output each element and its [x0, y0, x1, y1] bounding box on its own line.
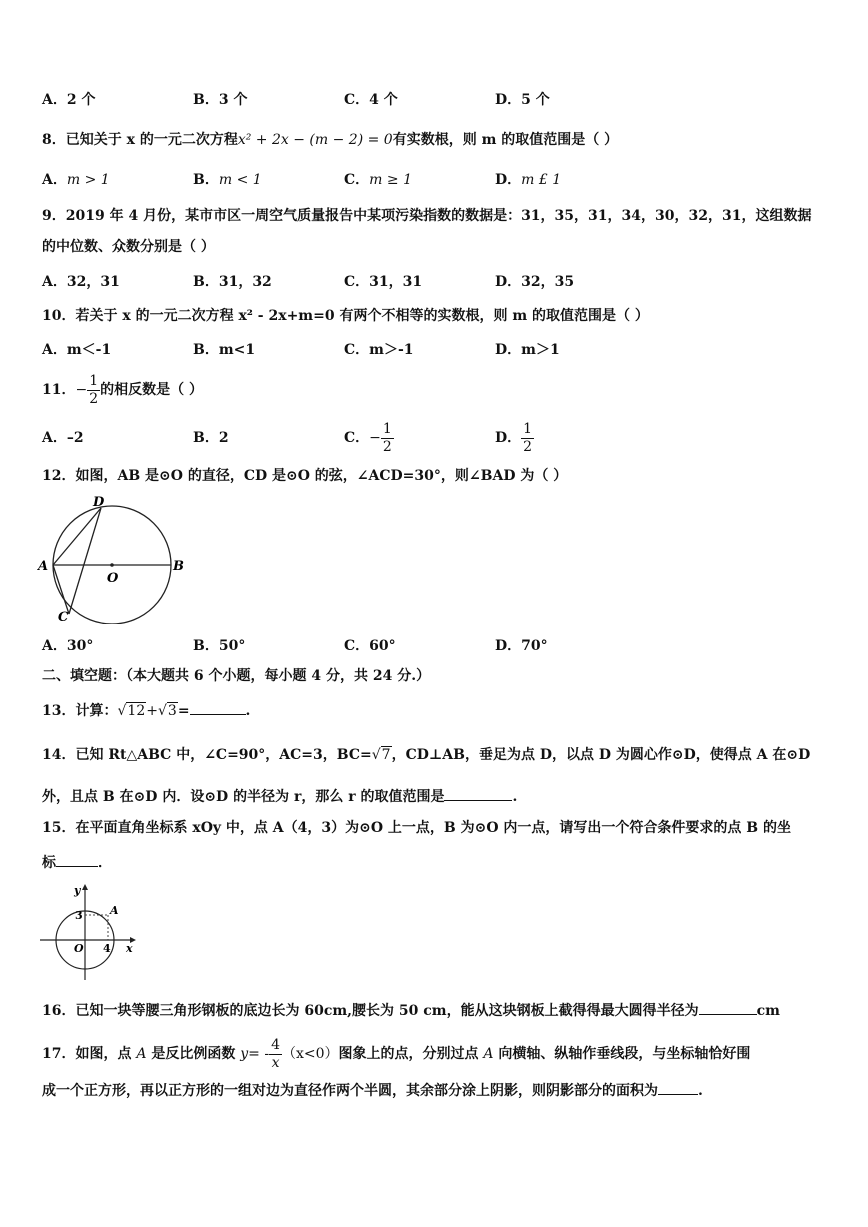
q10-option-d[interactable]: D．m＞1 [495, 342, 560, 358]
q17-line2: 成一个正方形，再以正方形的一组对边为直径作两个半圆，其余部分涂上阴影，则阴影部分的面积为 . [42, 1080, 703, 1101]
chord-ac [53, 565, 69, 614]
q16-answer-blank[interactable] [699, 1000, 757, 1015]
q12-stem: 12．如图，AB 是⊙O 的直径，CD 是⊙O 的弦，∠ACD=30°，则∠BAD 为（ ） [42, 468, 568, 484]
q11-option-b[interactable]: B．2 [193, 430, 229, 446]
label-4: 4 [103, 942, 111, 955]
q15-coordinate-figure [38, 882, 138, 982]
q11-number: 11． [42, 382, 76, 398]
q12-option-c[interactable]: C．60° [344, 638, 396, 654]
q7-option-b[interactable]: B．3 个 [193, 92, 248, 108]
label-a: A [110, 904, 119, 917]
q7-options [42, 88, 802, 112]
q11-options [42, 418, 802, 458]
label-c: C [58, 610, 69, 624]
center-dot [110, 563, 114, 567]
q8-option-a[interactable]: A．m > 1 [42, 172, 110, 188]
q11-option-c[interactable]: C．− $\frac{1}{2}$ [344, 420, 392, 455]
q11-minus: − [75, 382, 88, 398]
label-x: x [126, 942, 133, 955]
q12-option-b[interactable]: B．50° [193, 638, 246, 654]
q14-line1: 14．已知 Rt△ABC 中，∠C=90°，AC=3，BC=√7，CD⊥AB，垂足为点 D，以点 D 为圆心作⊙D，使得点 A 在⊙D [42, 747, 811, 763]
q10-options [42, 338, 802, 362]
q8-equation: x² + 2x − (m − 2) = 0 [237, 132, 393, 148]
q7-option-d[interactable]: D．5 个 [495, 92, 550, 108]
q9-option-c[interactable]: C．31，31 [344, 274, 423, 290]
q16-stem: 16．已知一块等腰三角形钢板的底边长为 60cm,腰长为 50 cm，能从这块钢板上截得得最大圆得半径为 cm [42, 1000, 780, 1021]
label-3: 3 [75, 909, 83, 922]
q8-option-b[interactable]: B．m < 1 [193, 172, 262, 188]
q11-option-d[interactable]: D． $\frac{1}{2}$ [495, 420, 533, 455]
q11-suffix: 的相反数是（ ） [100, 382, 204, 398]
q8-option-c[interactable]: C．m ≥ 1 [344, 172, 412, 188]
q9-option-a[interactable]: A．32，31 [42, 274, 120, 290]
q15-line1: 15．在平面直角坐标系 xOy 中，点 A（4，3）为⊙O 上一点，B 为⊙O 内一点，请写出一个符合条件要求的点 B 的坐 [42, 820, 792, 836]
q10-option-a[interactable]: A．m＜-1 [42, 342, 112, 358]
label-o: O [74, 942, 84, 955]
q13-stem: 13．计算：√12+√3= . [42, 700, 250, 722]
label-o: O [107, 571, 119, 586]
q10-option-c[interactable]: C．m＞-1 [344, 342, 414, 358]
q8-stem [42, 130, 618, 150]
q8-options [42, 168, 802, 192]
q8-suffix: 有实数根，则 m 的取值范围是（ ） [392, 132, 619, 148]
label-d: D [93, 495, 105, 510]
q12-option-a[interactable]: A．30° [42, 638, 94, 654]
q11-stem [42, 370, 203, 410]
q12-circle-figure [36, 494, 186, 624]
q9-line1: 9．2019 年 4 月份，某市市区一周空气质量报告中某项污染指数的数据是：31，35，31，34，30，32，31，这组数据 [42, 208, 812, 224]
q14-line2: 外，且点 B 在⊙D 内．设⊙D 的半径为 r，那么 r 的取值范围是 . [42, 786, 517, 807]
q17-answer-blank[interactable] [658, 1080, 698, 1095]
q17-line1: 17．如图，点 A 是反比例函数 y= - $\frac{4}{x}$ （x<0）图象上的点，分别过点 A 向横轴、纵轴作垂线段，与坐标轴恰好围 [42, 1036, 751, 1071]
label-b: B [173, 559, 184, 574]
section2-title: 二、填空题：（本大题共 6 个小题，每小题 4 分，共 24 分.） [42, 668, 431, 684]
q9-option-d[interactable]: D．32，35 [495, 274, 575, 290]
q7-option-a[interactable]: A．2 个 [42, 92, 96, 108]
y-axis-arrow [82, 884, 88, 890]
q8-prefix: 8．已知关于 x 的一元二次方程 [42, 132, 238, 148]
q12-option-d[interactable]: D．70° [495, 638, 548, 654]
q9-options [42, 270, 802, 294]
q7-option-c[interactable]: C．4 个 [344, 92, 398, 108]
q8-option-d[interactable]: D．m £ 1 [495, 172, 562, 188]
q11-fraction: $\frac{1}{2}$ [89, 372, 99, 407]
chord-cd [69, 508, 101, 614]
q9-line2: 的中位数、众数分别是（ ） [42, 239, 215, 255]
q10-stem: 10．若关于 x 的一元二次方程 x² - 2x+m=0 有两个不相等的实数根，则 m 的取值范围是（ ） [42, 308, 649, 324]
q15-line2: 标 ． [42, 852, 112, 873]
q10-option-b[interactable]: B．m<1 [193, 342, 256, 358]
q12-options [42, 634, 802, 658]
q15-answer-blank[interactable] [56, 852, 98, 867]
label-y: y [74, 884, 81, 897]
label-a: A [38, 559, 49, 574]
q13-answer-blank[interactable] [190, 700, 246, 715]
q9-option-b[interactable]: B．31，32 [193, 274, 272, 290]
q14-answer-blank[interactable] [444, 786, 512, 801]
q11-option-a[interactable]: A．–2 [42, 430, 84, 446]
